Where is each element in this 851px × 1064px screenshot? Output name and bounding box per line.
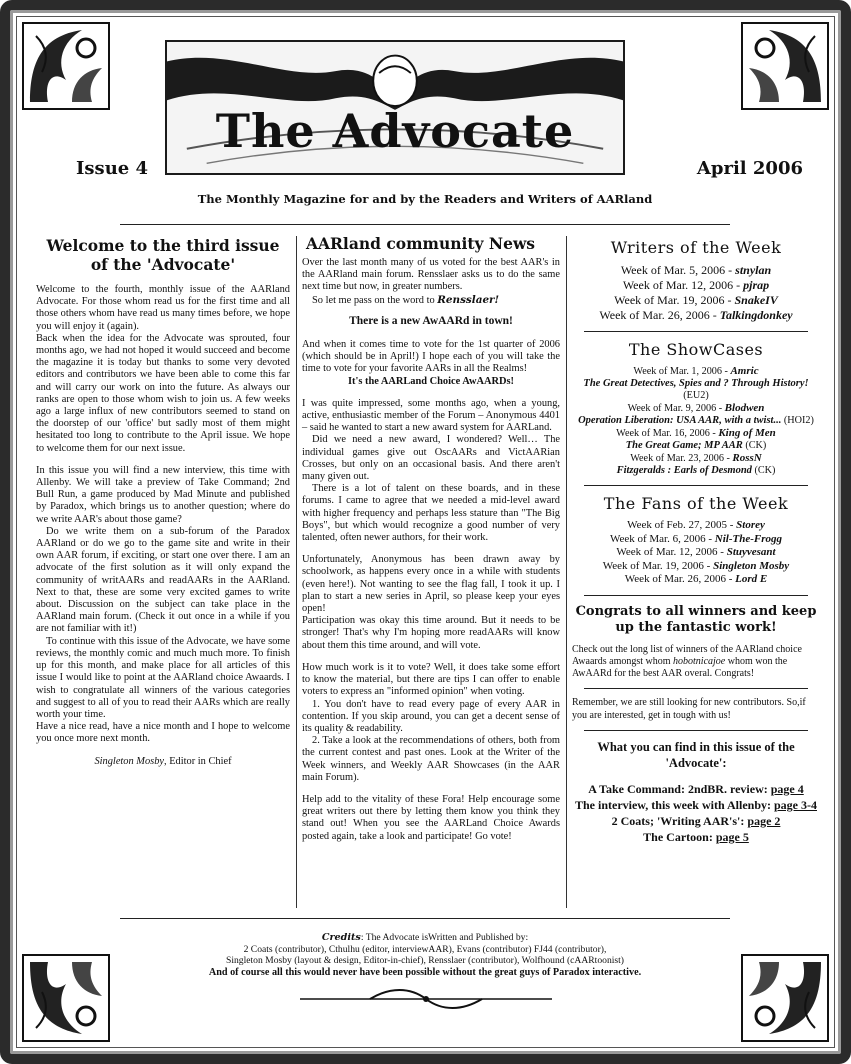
community-news-column	[302, 232, 560, 843]
issue-number: Issue 4	[76, 158, 149, 179]
news-paragraph: There is a lot of talent on these boards, and in these forums. I came to agree that we needed a mid-level award with higher frequency and perhaps less stature than "The Big Boys", but which would recognize a good number of very talented, often newer authors, for their work.	[302, 483, 560, 544]
showcases-heading: The ShowCases	[628, 340, 764, 359]
masthead-banner	[165, 40, 625, 175]
news-paragraph: Over the last month many of us voted for the best AAR's in the AARland main forum. Rensslaer asks us to do the same next time but now, in greater numbers.	[302, 257, 560, 293]
editorial-signoff	[36, 756, 290, 767]
editorial-paragraph: Have a nice read, have a nice month and I hope to welcome you once more next month.	[36, 721, 290, 745]
corner-ornament-bottom-right	[741, 954, 829, 1042]
list-item: Week of Mar. 9, 2006 - Blodwen	[627, 402, 765, 414]
list-item: Week of Feb. 27, 2005 - Storey	[627, 519, 765, 531]
credits: Credits: The Advocate isWritten and Published by: 2 Coats (contributor), Cthulhu (editor, interviewAAR), Evans (contributor) FJ44 (contributor), Singleton Mosby (layout & design, Editor-in-chief), Rensslaer (contributor), Wolfhound (cAARtoonist) And of course all this would never have been possible without the great guys of Paradox interactive.	[150, 932, 700, 978]
editorial-heading: Welcome to the third issue of the 'Advocate'	[46, 236, 280, 274]
divider	[584, 595, 808, 596]
list-item: Fitzgeralds : Earls of Desmond (CK)	[616, 465, 776, 476]
divider	[584, 485, 808, 486]
showcases-list	[572, 365, 820, 477]
editorial-column	[36, 232, 290, 767]
news-paragraph: Participation was okay this time around. But it needs to be stronger! That's why I'm hoping more readAARs will know about them this time around, and will vote.	[302, 615, 560, 651]
fans-list	[572, 519, 820, 587]
credits-line: Singleton Mosby (layout & design, Editor-in-chief), Rensslaer (contributor), Wolfhound (cAARtoonist)	[226, 955, 624, 967]
list-item: Week of Mar. 26, 2006 - Talkingdonkey	[599, 308, 793, 322]
toc-heading: What you can find in this issue of the 'Advocate':	[597, 739, 795, 770]
news-paragraph: How much work is it to vote? Well, it does take some effort to know the material, but there are tips I can offer to enable voters to express an "informed opinion" when voting.	[302, 661, 560, 698]
writers-list	[572, 263, 820, 323]
editorial-paragraph: To continue with this issue of the Advocate, we have some reviews, the monthly comic and much much more. To finish up for this month, and make place for all articles of this issue I would like to point at the AARland choice Awaards. I wish to congratulate all winners of the various categories and suggest to all of you to read their AARs which are really worth your time.	[36, 635, 290, 720]
list-item: The Great Detectives, Spies and ? Through History! (EU2)	[583, 378, 809, 401]
congrats-text: Check out the long list of winners of the AARland choice Awaards amongst whom hobotnicajoe whom won the AwAARd for the best AAR overal. Congrats!	[572, 643, 802, 680]
list-item: Week of Mar. 26, 2006 - Lord E	[624, 573, 768, 585]
editorial-paragraph: Do we write them on a sub-forum of the Paradox AARland or do we go to the game site and write in their own AAR forum, if exciting, or start one over there. I am an advocate of the first solution as it will only expand the community of writAARs and readAARs in the AARland. Next to that, these are some very excited games to write about. Discussion on the subject can take place in the AARland main forum. (Check it out once in a while if you are not familiar with it!)	[36, 525, 290, 635]
bottom-flourish	[300, 987, 552, 1011]
list-item: Week of Mar. 1, 2006 - Amric	[633, 365, 759, 377]
corner-ornament-top-right	[741, 22, 829, 110]
recruit-text: Remember, we are still looking for new contributors. So,if you are interested, get in tough with us!	[572, 697, 806, 721]
editorial-paragraph: Back when the idea for the Advocate was sprouted, four months ago, we had not hoped it would succeed and become the magazine it is today but thanks to some very devoted editors and contributors we have been able to come this far and will carry our work on into the future. As always our ranks are open to those whom wish to join us. A few weeks ago a large influx of new contributors seemed to stand on the doorstep of our 'office' but sadly most of them might hesitated too long to contribute to the April issue. We hope to welcome them for our next issue.	[36, 332, 290, 454]
news-paragraph: I was quite impressed, some months ago, when a young, active, enthusiastic member of the Forum – Anonymous 4401 – said he wanted to start a new award system for AARLand.	[302, 397, 560, 434]
table-of-contents	[572, 781, 820, 845]
editorial-paragraph: Welcome to the fourth, monthly issue of the AARland Advocate. For those whom read us for the first time and all those others whom have read us many times before, we hope you will enjoy it (again).	[36, 284, 290, 332]
toc-page-link[interactable]: page 2	[747, 813, 781, 828]
list-item: Week of Mar. 6, 2006 - Nil-The-Frogg	[609, 532, 783, 545]
signoff-role: , Editor in Chief	[164, 755, 232, 767]
tagline: The Monthly Magazine for and by the Readers and Writers of AARland	[197, 192, 653, 206]
news-highlight: There is a new AwAARd in town!	[349, 314, 513, 327]
fans-heading: The Fans of the Week	[603, 494, 789, 513]
divider	[584, 730, 808, 731]
list-item: Week of Mar. 12, 2006 - Stuyvesant	[616, 546, 776, 558]
news-paragraph: Did we need a new award, I wondered? Well… The individual games give out OscAARs and VictAARian Crosses, but only on an occasional basis. And there aren't many given out.	[302, 434, 560, 483]
toc-item: The interview, this week with Allenby: page 3-4	[574, 797, 817, 812]
news-paragraph: Unfortunately, Anonymous has been drawn away by schoolwork, as happens every once in a while with students (even here!). Not wanting to see the flag fall, I took it up. I plan to start a new series in April, so please keep your eyes open!	[302, 554, 560, 615]
divider-bottom	[120, 918, 730, 919]
rensslaer-name: Rensslaer!	[437, 293, 500, 306]
editorial-paragraph: In this issue you will find a new interview, this time with Allenby. We will take a preview of Take Command; 2nd Bull Run, a game produced by Mad Minute and published by Paradox, which brings us to another question; where do we write AAR's about those game?	[36, 464, 290, 525]
toc-item: A Take Command: 2ndBR. review: page 4	[588, 781, 804, 796]
credits-line: 2 Coats (contributor), Cthulhu (editor, interviewAAR), Evans (contributor) FJ44 (contributor),	[243, 943, 607, 955]
community-news-heading: AARland community News	[306, 234, 536, 253]
list-item: Week of Mar. 12, 2006 - pjrap	[622, 278, 770, 292]
credits-thanks: And of course all this would never have been possible without the great guys of Paradox interactive.	[208, 966, 642, 978]
list-item: Week of Mar. 23, 2006 - RossN	[630, 452, 762, 464]
credits-label: Credits	[321, 932, 361, 943]
divider-top	[120, 224, 730, 225]
masthead-title: The Advocate	[215, 104, 575, 158]
toc-page-link[interactable]: page 5	[715, 829, 749, 844]
community-news-body	[302, 257, 560, 843]
news-paragraph: Help add to the vitality of these Fora! Help encourage some great writers out there by letting them know you think they stand out! When you see the AARLand Choice Awards posted again, take a look and participate! Go vote!	[302, 793, 560, 842]
toc-item: 2 Coats; 'Writing AAR's': page 2	[611, 813, 781, 828]
corner-ornament-top-left	[22, 22, 110, 110]
list-item: Operation Liberation: USA AAR, with a twist... (HOI2)	[578, 415, 814, 426]
editorial-body	[36, 284, 290, 746]
list-item: Week of Mar. 5, 2006 - stnylan	[620, 263, 772, 277]
list-item: Week of Mar. 19, 2006 - SnakeIV	[614, 293, 778, 307]
divider	[584, 688, 808, 689]
signoff-name: Singleton Mosby	[94, 755, 165, 767]
list-item: Week of Mar. 16, 2006 - King of Men	[616, 427, 776, 439]
sidebar-column	[572, 232, 820, 845]
list-item: Week of Mar. 19, 2006 - Singleton Mosby	[602, 559, 790, 572]
writers-heading: Writers of the Week	[610, 238, 782, 257]
issue-date: April 2006	[696, 158, 803, 179]
toc-page-link[interactable]: page 4	[770, 781, 804, 796]
column-divider-left	[296, 236, 297, 908]
winner-name: hobotnicajoe	[673, 655, 726, 667]
toc-page-link[interactable]: page 3-4	[774, 797, 817, 812]
news-paragraph-handoff: So let me pass on the word to Rensslaer!	[312, 293, 500, 306]
column-divider-right	[566, 236, 567, 908]
divider	[584, 331, 808, 332]
news-subheading: It's the AARLand Choice AwAARDs!	[347, 375, 515, 387]
news-paragraph: And when it comes time to vote for the 1st quarter of 2006 (which should be in April!) I hope each of you will take the time to vote for your favorite AARs in all the Realms!	[302, 339, 560, 375]
toc-item: The Cartoon: page 5	[643, 829, 749, 844]
news-paragraph: 1. You don't have to read every page of every AAR in contention. If you skip around, you can get a decent sense of its quality & readability.	[302, 698, 560, 734]
corner-ornament-bottom-left	[22, 954, 110, 1042]
congrats-heading: Congrats to all winners and keep up the fantastic work!	[575, 603, 817, 635]
list-item: The Great Game; MP AAR (CK)	[625, 440, 767, 451]
news-paragraph: 2. Take a look at the recommendations of others, both from the current contest and past ones. Look at the Writer of the Week winners, and Weekly AAR Showcases (in the AAR main Forum).	[302, 735, 560, 783]
